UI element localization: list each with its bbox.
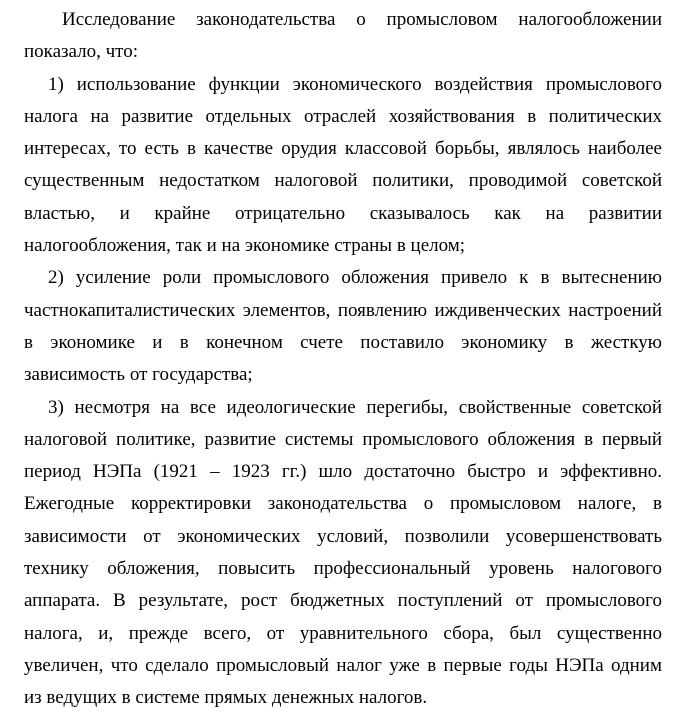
paragraph-item-1 [24,69,662,263]
text-line: 2) усиление роли промыслового обложения привело к в вытеснению [48,267,662,289]
text-line: частнокапиталистических элементов, появлению иждивенческих настроений [24,299,662,321]
text-line: налога, и, прежде всего, от уравнительного сбора, был существенно [24,622,662,644]
text-line: 1) использование функции экономического воздействия промыслового [48,73,662,95]
text-line: Ежегодные корректировки законодательства о промысловом налоге, в [24,493,662,515]
text-line: налога на развитие отдельных отраслей хозяйствования в политических [24,105,662,127]
text-line: 3) несмотря на все идеологические перегибы, свойственные советской [48,396,662,418]
text-line: показало, что: [24,41,139,63]
text-line: зависимости от экономических условий, позволили усовершенствовать [24,525,662,547]
text-line: интересах, то есть в качестве орудия классовой борьбы, являлось наиболее [24,138,662,160]
document-body [24,4,662,715]
text-line: налоговой политике, развитие системы промыслового обложения в первый [24,428,662,450]
text-line: аппарата. В результате, рост бюджетных поступлений от промыслового [24,590,662,612]
text-line: налогообложения, так и на экономике страны в целом; [24,235,466,257]
text-line: в экономике и в конечном счете поставило экономику в жесткую [24,331,662,353]
text-line: зависимость от государства; [24,364,253,386]
text-line: Исследование законодательства о промысловом налогообложении [62,9,662,30]
text-line: существенным недостатком налоговой политики, проводимой советской [24,170,662,192]
text-line: властью, и крайне отрицательно сказывалось как на развитии [24,202,662,224]
text-line: период НЭПа (1921 – 1923 гг.) шло достаточно быстро и эффективно. [24,461,662,483]
paragraph-item-2 [24,262,662,391]
text-line: из ведущих в системе прямых денежных налогов. [24,687,428,709]
paragraph-item-3 [24,392,662,715]
text-line: увеличен, что сделало промысловый налог уже в первые годы НЭПа одним [24,654,662,676]
text-line: технику обложения, повысить профессиональный уровень налогового [24,558,662,580]
paragraph-intro [24,4,662,69]
